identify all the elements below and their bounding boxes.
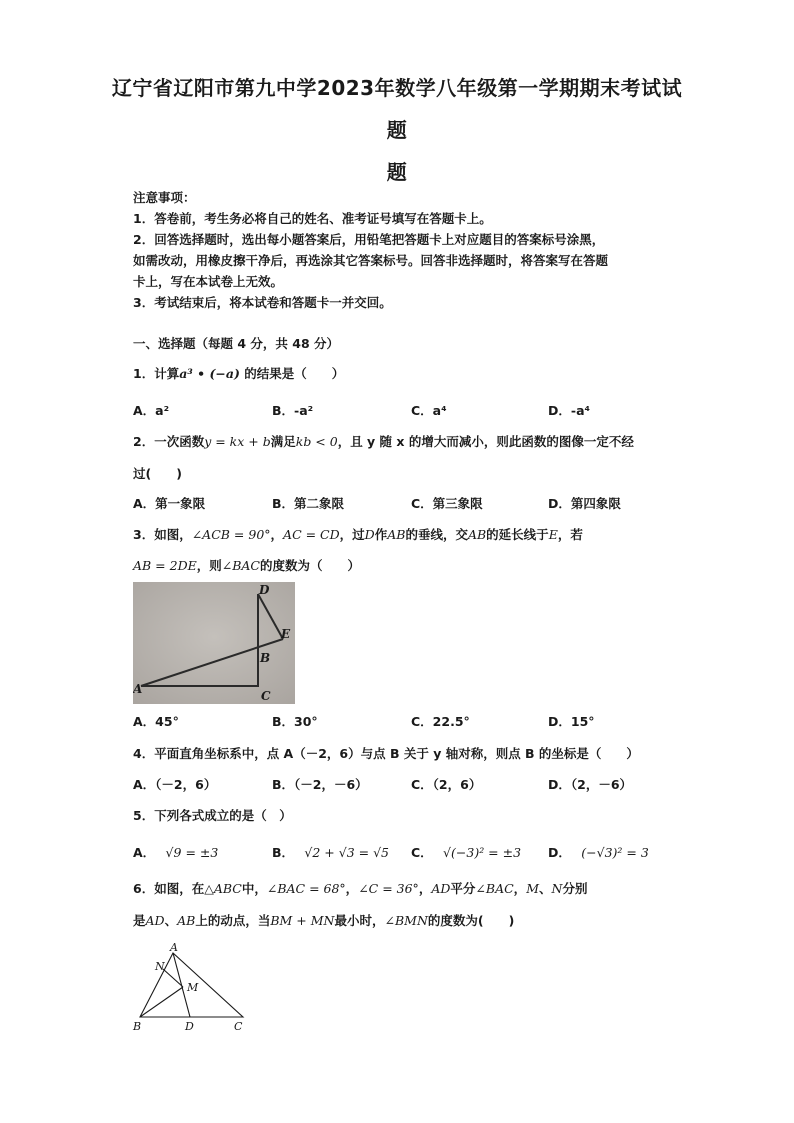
exam-title-line2: 题 [386, 118, 408, 142]
q3-mid: ，过 [339, 527, 365, 542]
q6-sep: ， [513, 881, 527, 896]
q2-mid: 满足 [270, 434, 296, 449]
q6-angle-bmn: ∠BMN [384, 913, 428, 928]
q6-label-d: D [185, 1020, 194, 1033]
q6-label-a: A [170, 941, 178, 954]
q1-option-d: D．-a⁴ [548, 403, 590, 418]
q3-option-a: A．45° [133, 714, 179, 729]
notice-item: 如需改动，用橡皮擦干净后，再选涂其它答案标号。回答非选择题时，将答案写在答题 [133, 253, 609, 268]
q3-label-a: A [133, 682, 143, 696]
exam-title-line3: 题 [386, 160, 408, 184]
q3-mid: 的延长线于 [486, 527, 549, 542]
q2-option-b: B．第二象限 [272, 496, 345, 511]
q6-figure [128, 940, 254, 1036]
q6-suffix: 分别 [562, 881, 588, 896]
q3-suffix: 的度数为（ ） [260, 558, 361, 573]
notice-item: 1．答卷前，考生务必将自己的姓名、准考证号填写在答题卡上。 [133, 211, 492, 226]
q5-option-c [411, 843, 521, 861]
q4-option-b: B．（－2，－6） [272, 777, 368, 792]
q6-sep: 、 [164, 913, 178, 928]
q6-suffix: 的度数为( ) [427, 913, 515, 928]
q6-mid: 上的动点，当 [195, 913, 271, 928]
q3-option-c: C．22.5° [411, 714, 470, 729]
question-5-stem: 5．下列各式成立的是（ ） [133, 808, 292, 823]
q4-option-a: A．（－2，6） [133, 777, 217, 792]
q3-mid: ，则 [196, 558, 222, 573]
question-6-stem-line2 [133, 911, 514, 929]
q3-option-d: D．15° [548, 714, 595, 729]
q6-triangle: △ABC [204, 881, 242, 896]
q3-mid: 的垂线，交 [405, 527, 468, 542]
q3-segment-ab: AB [387, 527, 406, 542]
q6-label-m: M [187, 981, 199, 994]
q2-prefix: 2．一次函数 [133, 434, 205, 449]
q2-option-c: C．第三象限 [411, 496, 483, 511]
notice-heading: 注意事项： [133, 190, 196, 205]
exam-title-line1: 辽宁省辽阳市第九中学2023年数学八年级第一学期期末考试试 [111, 76, 683, 100]
q5-option-d [548, 843, 649, 861]
q1-option-c: C．a⁴ [411, 403, 447, 418]
q5-option-d-letter: D． [548, 845, 571, 860]
q4-option-d: D．（2，－6） [548, 777, 633, 792]
q3-condition-expr: AB = 2DE [133, 558, 197, 573]
q3-label-e: E [281, 627, 291, 641]
q5-option-a-letter: A． [133, 845, 156, 860]
q3-point-d: D [364, 527, 375, 542]
q3-equal-expr: AC = CD [283, 527, 340, 542]
q2-function-expr: y = kx + b [204, 434, 271, 449]
q6-segment-ad: AD [431, 881, 451, 896]
question-1-stem [133, 364, 344, 382]
q6-segment-ab: AB [177, 913, 196, 928]
q3-sep: ， [270, 527, 284, 542]
q6-sep: 、 [539, 881, 552, 896]
q6-angle-bac: ∠BAC = 68° [266, 881, 346, 896]
q1-expression: a³ • (−a) [179, 366, 240, 381]
q2-option-d: D．第四象限 [548, 496, 621, 511]
q3-prefix: 3．如图， [133, 527, 192, 542]
q6-prefix: 是 [133, 913, 146, 928]
q6-sep: ， [345, 881, 359, 896]
question-3-stem-line2 [133, 556, 360, 574]
q6-label-n: N [155, 960, 165, 973]
q3-mid: 作 [374, 527, 388, 542]
q6-sep: ， [418, 881, 432, 896]
q6-angle-c: ∠C = 36° [358, 881, 419, 896]
q4-option-c: C．（2，6） [411, 777, 482, 792]
q5-option-b-expr: √2 + √3 = √5 [304, 845, 389, 860]
question-3-stem-line1 [133, 525, 583, 543]
q2-suffix: ，且 y 随 x 的增大而减小，则此函数的图像一定不经 [337, 434, 634, 449]
q6-segment-ad: AD [145, 913, 165, 928]
q6-line-bm [140, 987, 183, 1017]
question-2-stem-line1 [133, 432, 634, 450]
q2-option-a: A．第一象限 [133, 496, 206, 511]
q6-label-c: C [234, 1020, 243, 1033]
q3-point-e: E [548, 527, 558, 542]
q1-suffix: 的结果是（ ） [239, 366, 345, 381]
q6-mid: 中， [241, 881, 267, 896]
q1-option-a: A．a² [133, 403, 170, 418]
q1-option-b: B．-a² [272, 403, 314, 418]
q3-label-c: C [261, 689, 271, 703]
notice-item: 3．考试结束后，将本试卷和答题卡一并交回。 [133, 295, 392, 310]
q5-option-c-expr: √(−3)² = ±3 [443, 845, 522, 860]
q6-point-n: N [551, 881, 563, 896]
q6-angle-bac: ∠BAC [475, 881, 514, 896]
q6-mid: 最小时， [334, 913, 385, 928]
q3-label-b: B [260, 651, 271, 665]
q3-option-b: B．30° [272, 714, 318, 729]
q3-segment-ab: AB [467, 527, 487, 542]
q5-option-b [272, 843, 389, 861]
q6-mid: 平分 [450, 881, 476, 896]
question-6-stem-line1 [133, 879, 587, 897]
q3-figure [133, 582, 295, 704]
q3-label-d: D [259, 583, 270, 597]
q6-label-b: B [133, 1020, 142, 1033]
q6-sum-expr: BM + MN [270, 913, 335, 928]
q5-option-a-expr: √9 = ±3 [165, 845, 219, 860]
q5-option-b-letter: B． [272, 845, 295, 860]
q2-condition-expr: kb < 0 [295, 434, 338, 449]
q5-option-c-letter: C． [411, 845, 433, 860]
notice-item: 2．回答选择题时，选出每小题答案后，用铅笔把答题卡上对应题目的答案标号涂黑， [133, 232, 605, 247]
q3-angle-bac: ∠BAC [221, 558, 261, 573]
q1-prefix: 1．计算 [133, 366, 180, 381]
q6-point-m: M [526, 881, 539, 896]
question-4-stem: 4．平面直角坐标系中，点 A（－2，6）与点 B 关于 y 轴对称，则点 B 的坐标是（ ） [133, 746, 639, 761]
q6-prefix: 6．如图，在 [133, 881, 205, 896]
q3-suffix: ，若 [557, 527, 583, 542]
q5-option-a [133, 843, 218, 861]
q5-option-d-expr: (−√3)² = 3 [581, 845, 649, 860]
q3-angle-expr: ∠ACB = 90° [191, 527, 271, 542]
notice-item: 卡上，写在本试卷上无效。 [133, 274, 284, 289]
question-2-stem-line2: 过( ) [133, 466, 182, 481]
section-heading: 一、选择题（每题 4 分，共 48 分） [133, 336, 340, 351]
